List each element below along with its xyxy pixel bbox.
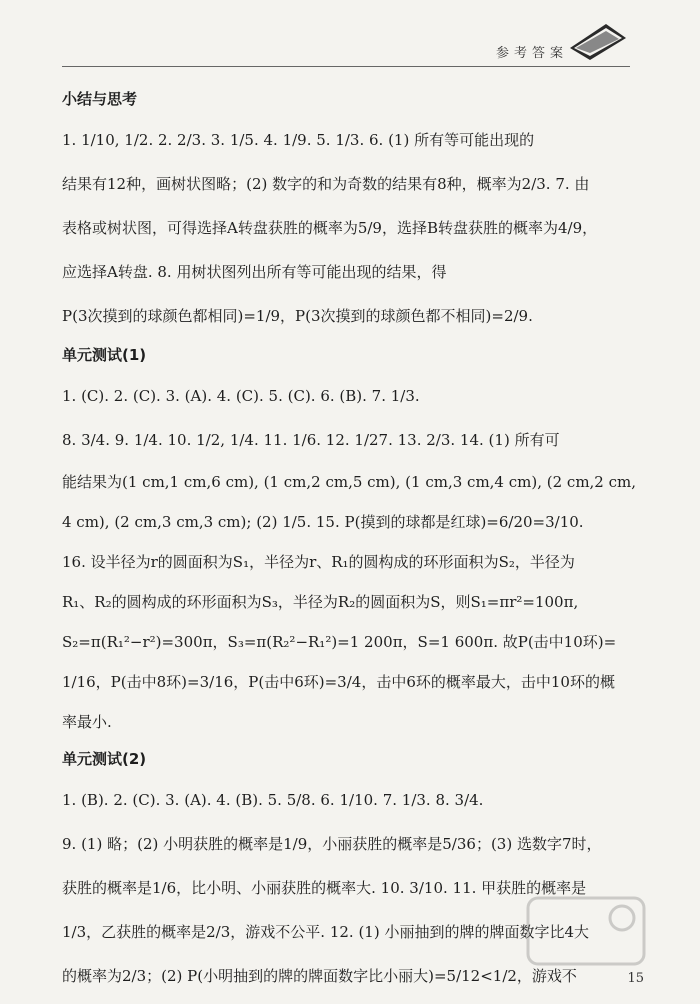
text-line: 4 cm), (2 cm,3 cm,3 cm); (2) 1/5. 15. P(摸到的球都是红球)=6/20=3/10.: [62, 513, 584, 531]
text-line: 表格或树状图，可得选择A转盘获胜的概率为5/9，选择B转盘获胜的概率为4/9，: [62, 219, 598, 237]
text-line: 获胜的概率是1/6，比小明、小丽获胜的概率大. 10. 3/10. 11. 甲获胜的概率是: [62, 879, 587, 897]
text-line: 1/3，乙获胜的概率是2/3，游戏不公平. 12. (1) 小丽抽到的牌的牌面数字比4大: [62, 923, 590, 941]
text-line: 率最小.: [62, 713, 112, 731]
text-line: 的概率为2/3；(2) P(小明抽到的牌的牌面数字比小丽大)=5/12<1/2，游戏不: [62, 967, 577, 985]
text-line: 1. (B). 2. (C). 3. (A). 4. (B). 5. 5/8. 6. 1/10. 7. 1/3. 8. 3/4.: [62, 791, 484, 809]
text-line: 1/16，P(击中8环)=3/16，P(击中6环)=3/4，击中6环的概率最大，击中10环的概: [62, 673, 615, 691]
section-unit-test-1: [62, 344, 637, 742]
section-title: 单元测试(1): [62, 346, 147, 364]
page-number: 15: [627, 971, 644, 986]
text-line: R₁、R₂的圆构成的环形面积为S₃，半径为R₂的圆面积为S，则S₁=πr²=100π,: [62, 593, 579, 611]
text-line: 应选择A转盘. 8. 用树状图列出所有等可能出现的结果，得: [62, 263, 447, 281]
header-rule: [62, 66, 630, 67]
text-line: 1. (C). 2. (C). 3. (A). 4. (C). 5. (C). 6. (B). 7. 1/3.: [62, 387, 420, 405]
text-line: 9. (1) 略；(2) 小明获胜的概率是1/9，小丽获胜的概率是5/36；(3) 选数字7时，: [62, 835, 602, 853]
watermark-logo: [526, 896, 646, 966]
section-title: 单元测试(2): [62, 750, 147, 768]
header-title: 参考答案: [495, 46, 568, 61]
book-icon: [566, 18, 630, 62]
answer-page: [62, 88, 637, 1004]
text-line: 16. 设半径为r的圆面积为S₁，半径为r、R₁的圆构成的环形面积为S₂，半径为: [62, 553, 575, 571]
page-header: [62, 28, 630, 72]
text-line: 8. 3/4. 9. 1/4. 10. 1/2, 1/4. 11. 1/6. 12. 1/27. 13. 2/3. 14. (1) 所有可: [62, 431, 560, 449]
section-title: 小结与思考: [62, 90, 138, 108]
text-line: P(3次摸到的球颜色都相同)=1/9，P(3次摸到的球颜色都不相同)=2/9.: [62, 307, 533, 325]
text-line: 能结果为(1 cm,1 cm,6 cm), (1 cm,2 cm,5 cm), (1 cm,3 cm,4 cm), (2 cm,2 cm,: [62, 473, 637, 491]
text-line: 结果有12种，画树状图略；(2) 数字的和为奇数的结果有8种，概率为2/3. 7. 由: [62, 175, 590, 193]
text-line: 1. 1/10, 1/2. 2. 2/3. 3. 1/5. 4. 1/9. 5. 1/3. 6. (1) 所有等可能出现的: [62, 131, 535, 149]
section-summary: [62, 88, 622, 338]
text-line: S₂=π(R₁²−r²)=300π，S₃=π(R₂²−R₁²)=1 200π，S=1 600π. 故P(击中10环)=: [62, 633, 617, 651]
